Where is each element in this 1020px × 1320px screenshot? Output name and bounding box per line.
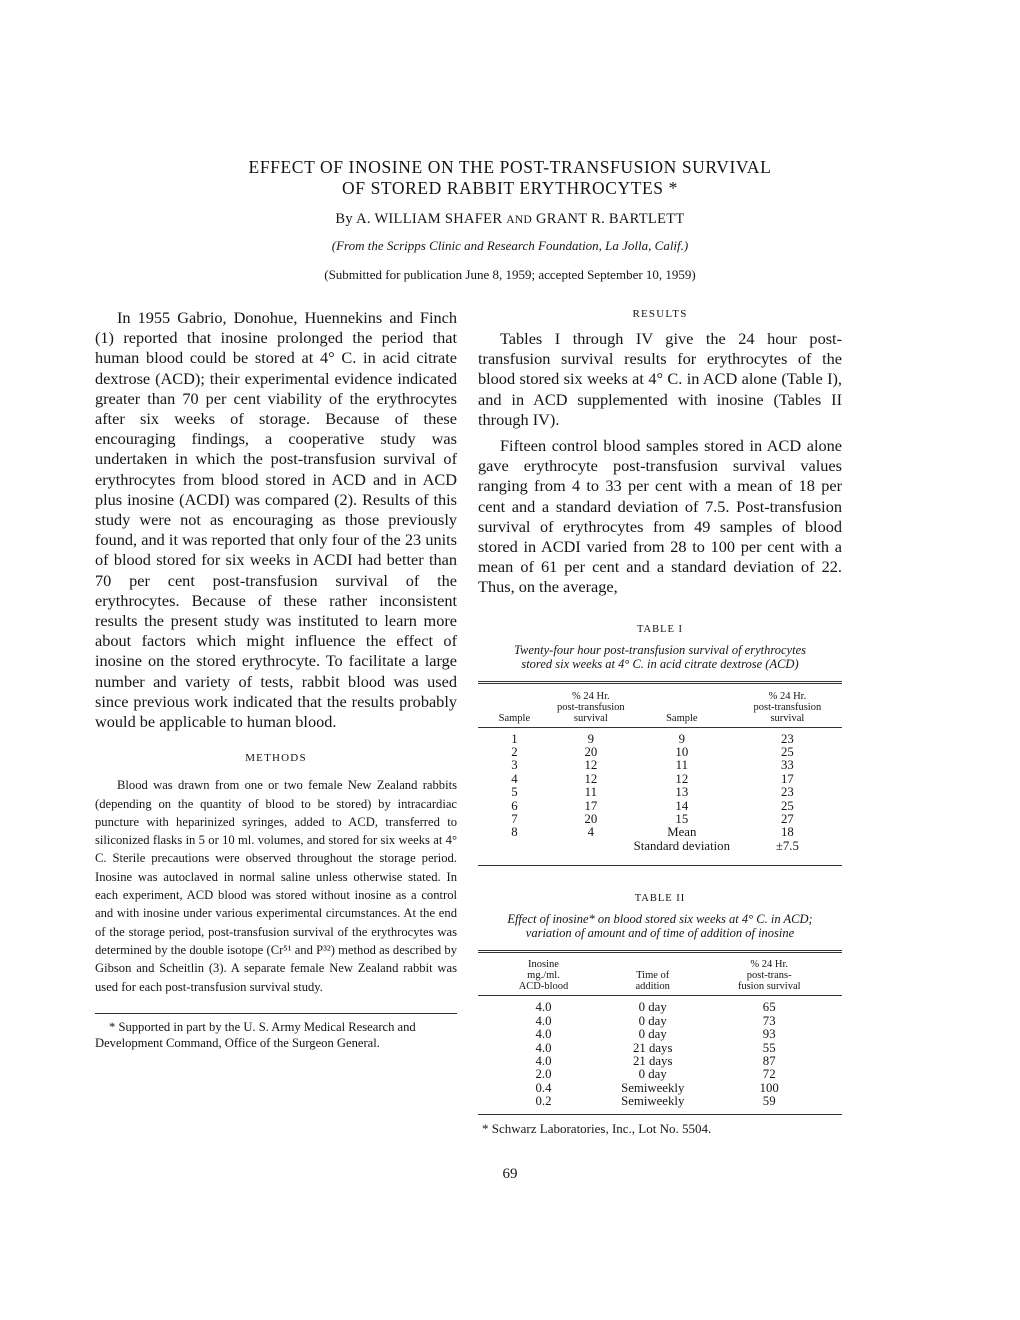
table-row	[478, 800, 842, 813]
table-2-label: TABLE II	[634, 893, 686, 905]
table-row	[478, 826, 842, 839]
table-cell: 9	[587, 731, 595, 746]
table-cell: 8	[511, 825, 518, 840]
table-1-caption-line-1: Twenty-four hour post-transfusion survival of erythrocytes	[514, 642, 806, 657]
table-2-header-time-line-2: addition	[635, 981, 670, 993]
table-1-sd-label: Standard deviation	[633, 838, 730, 853]
table-cell: 21 days	[632, 1040, 673, 1055]
table-cell: 4.0	[535, 1027, 552, 1042]
table-row-standard-deviation	[478, 840, 842, 853]
table-cell: 87	[762, 1053, 776, 1068]
table-cell: 4	[511, 771, 518, 786]
table-1-header-survival-2-line-2: post-transfusion	[753, 701, 822, 713]
submission-dates: (Submitted for publication June 8, 1959; accepted September 10, 1959)	[324, 267, 696, 282]
table-row	[478, 1042, 842, 1055]
table-cell: 65	[762, 1000, 776, 1015]
table-2-header-inosine-line-1: Inosine	[528, 959, 559, 971]
table-cell: Semiweekly	[621, 1094, 685, 1109]
table-1-caption	[478, 643, 842, 671]
table-cell: 33	[780, 758, 794, 773]
table-row	[478, 1082, 842, 1095]
table-2-caption-line-2: variation of amount and of time of addition of inosine	[525, 926, 795, 941]
table-cell: 2.0	[535, 1067, 552, 1082]
table-row	[478, 1068, 842, 1081]
table-cell: 59	[762, 1094, 776, 1109]
table-cell: 0 day	[638, 1013, 667, 1028]
table-cell: 25	[780, 798, 794, 813]
table-1-header-sample-2: Sample	[666, 712, 698, 724]
table-cell: 17	[584, 798, 598, 813]
byline-by: By	[335, 211, 353, 227]
table-1-header-sample: Sample	[498, 712, 531, 724]
table-cell: 12	[675, 771, 689, 786]
table-cell: 13	[675, 785, 689, 800]
table-1-header-survival-2-line-3: survival	[770, 712, 805, 724]
table-cell: 3	[511, 758, 518, 773]
table-row	[478, 759, 842, 772]
table-cell: Semiweekly	[621, 1080, 685, 1095]
table-1-header-survival-2-line-1: % 24 Hr.	[768, 690, 807, 702]
left-column	[95, 308, 457, 1051]
table-cell: 18	[780, 825, 794, 840]
table-cell: 100	[759, 1080, 779, 1095]
table-cell: 9	[678, 731, 686, 746]
table-cell: 14	[675, 798, 689, 813]
table-cell: 4.0	[535, 1040, 552, 1055]
author-byline	[0, 211, 1020, 228]
table-2-header-row	[478, 959, 842, 995]
table-cell: 27	[780, 812, 794, 827]
table-cell: 93	[762, 1027, 776, 1042]
table-cell: 4.0	[535, 1013, 552, 1028]
table-2-header-survival-line-2: post-trans-	[746, 970, 792, 982]
table-cell: 12	[584, 758, 598, 773]
table-2-caption-line-1: Effect of inosine* on blood stored six weeks at 4° C. in ACD;	[507, 912, 813, 927]
table-cell: 73	[762, 1013, 776, 1028]
table-cell: 15	[675, 812, 689, 827]
table-2	[478, 959, 842, 1108]
results-paragraph-1: Tables I through IV give the 24 hour post-transfusion survival results for erythrocytes of the blood stored six weeks at 4° C. in ACD alone (Table I), and in ACD supplemented with inosine (Tables II through IV).	[478, 329, 842, 429]
table-cell: Mean	[667, 825, 697, 840]
table-cell: 25	[780, 745, 794, 760]
author-2: GRANT R. BARTLETT	[536, 211, 685, 227]
table-cell: 10	[675, 745, 689, 760]
table-cell: 2	[511, 745, 518, 760]
table-2-header-survival	[696, 959, 842, 995]
table-1-header-survival-line-3: survival	[573, 712, 608, 724]
table-row	[478, 1015, 842, 1028]
table-2-header-inosine	[478, 959, 609, 995]
author-1: A. WILLIAM SHAFER	[356, 211, 503, 227]
table-1-header-survival-2	[733, 691, 842, 727]
table-cell: 0 day	[638, 1027, 667, 1042]
table-2-header-time	[609, 959, 696, 995]
table-cell: 7	[511, 812, 518, 827]
table-cell: 6	[511, 798, 518, 813]
table-cell: 4.0	[535, 1000, 552, 1015]
table-cell: 72	[762, 1067, 776, 1082]
table-2-header-time-line-1: Time of	[636, 970, 670, 982]
table-cell: 23	[780, 785, 794, 800]
table-row	[478, 1028, 842, 1041]
table-row	[478, 746, 842, 759]
title-line-1: EFFECT OF INOSINE ON THE POST-TRANSFUSION SURVIVAL	[248, 157, 772, 177]
table-row	[478, 813, 842, 826]
table-cell: 4.0	[535, 1053, 552, 1068]
table-1-sd-value: ±7.5	[775, 838, 799, 853]
table-2-header-survival-line-3: fusion survival	[737, 981, 801, 993]
table-1-header-row	[478, 691, 842, 727]
table-2-header-inosine-line-3: ACD-blood	[518, 981, 569, 993]
table-cell: 1	[511, 731, 518, 746]
table-1-header-survival	[551, 691, 631, 727]
table-cell: 55	[762, 1040, 776, 1055]
table-row	[478, 733, 842, 746]
table-cell: 0 day	[638, 1067, 667, 1082]
table-cell: 23	[780, 731, 794, 746]
article-title	[0, 157, 1020, 199]
table-1-label: TABLE I	[636, 623, 684, 635]
table-cell: 5	[511, 785, 518, 800]
table-1-header-survival-line-1: % 24 Hr.	[572, 690, 610, 702]
table-cell: 20	[584, 812, 598, 827]
table-row	[478, 1055, 842, 1068]
table-row	[478, 773, 842, 786]
table-1	[478, 691, 842, 854]
table-1-caption-line-2: stored six weeks at 4° C. in acid citrate dextrose (ACD)	[521, 656, 799, 671]
table-cell: 0 day	[638, 1000, 667, 1015]
table-cell: 11	[675, 758, 688, 773]
table-cell: 0.4	[535, 1080, 552, 1095]
table-row	[478, 1001, 842, 1014]
byline-and: AND	[506, 214, 533, 226]
methods-heading: METHODS	[245, 752, 307, 765]
results-paragraph-2: Fifteen control blood samples stored in ACD alone gave erythrocyte post-transfusion survival values ranging from 4 to 33 per cent with a mean of 18 per cent and a standard deviation of 7.5. Post-transfusion survival of erythrocytes from 49 samples of blood stored in ACDI varied from 28 to 100 per cent with a mean of 61 per cent and a standard deviation of 22. Thus, on the average,	[478, 436, 842, 597]
intro-paragraph: In 1955 Gabrio, Donohue, Huennekins and Finch (1) reported that inosine prolonged the period that human blood could be stored at 4° C. in acid citrate dextrose (ACD); their experimental evidence indicated greater than 70 per cent viability of the erythrocytes after six weeks of storage. Because of these encouraging findings, a cooperative study was undertaken in which the post-transfusion survival of erythrocytes from blood stored in ACD and in ACD plus inosine (ACDI) was compared (2). Results of this study were not as encouraging as those previously found, and it was reported that only four of the 23 units of blood stored for six weeks in ACDI had better than 70 per cent post-transfusion survival of the erythrocytes. Because of these rather inconsistent results the present study was instituted to learn more about factors which might influence the effect of inosine on the stored erythrocyte. To facilitate a large number and variety of tests, rabbit blood was used since previous work indicated that the results probably would be applicable to human blood.	[95, 308, 457, 732]
table-1-header-survival-line-2: post-transfusion	[557, 701, 625, 713]
table-cell: 4	[587, 825, 595, 840]
table-2-caption	[478, 912, 842, 940]
table-cell: 17	[780, 771, 794, 786]
results-heading: RESULTS	[632, 308, 688, 320]
right-column	[478, 308, 842, 1137]
table-row	[478, 1095, 842, 1108]
table-cell: 12	[584, 771, 598, 786]
affiliation: (From the Scripps Clinic and Research Foundation, La Jolla, Calif.)	[331, 238, 689, 253]
table-cell: 0.2	[535, 1094, 552, 1109]
table-2-header-survival-line-1: % 24 Hr.	[750, 959, 788, 971]
funding-footnote: * Supported in part by the U. S. Army Medical Research and Development Command, Office of the Surgeon General.	[95, 1019, 416, 1050]
table-cell: 20	[584, 745, 598, 760]
table-2-footnote: * Schwarz Laboratories, Inc., Lot No. 5504.	[482, 1120, 712, 1136]
table-cell: 21 days	[632, 1053, 673, 1068]
title-line-2: OF STORED RABBIT ERYTHROCYTES *	[342, 178, 678, 198]
page-number: 69	[502, 1166, 518, 1182]
methods-paragraph: Blood was drawn from one or two female New Zealand rabbits (depending on the quantity of blood to be stored) by intracardiac puncture with heparinized syringes, added to ACD, transferred to siliconized flasks in 5 or 10 ml. volumes, and stored for six weeks at 4° C. Sterile precautions were observed throughout the storage period. Inosine was autoclaved in normal saline unless otherwise stated. In each experiment, ACD blood was stored without inosine as a control and with inosine under various experimental circumstances. At the end of the storage period, post-transfusion survival of the erythrocytes was determined by the double isotope (Cr⁵¹ and P³²) method as described by Gibson and Scheitlin (3). A separate female New Zealand rabbit was used for each post-transfusion survival study.	[95, 778, 457, 994]
table-2-header-inosine-line-2: mg./ml.	[527, 970, 560, 982]
table-cell: 11	[584, 785, 597, 800]
table-row	[478, 786, 842, 799]
